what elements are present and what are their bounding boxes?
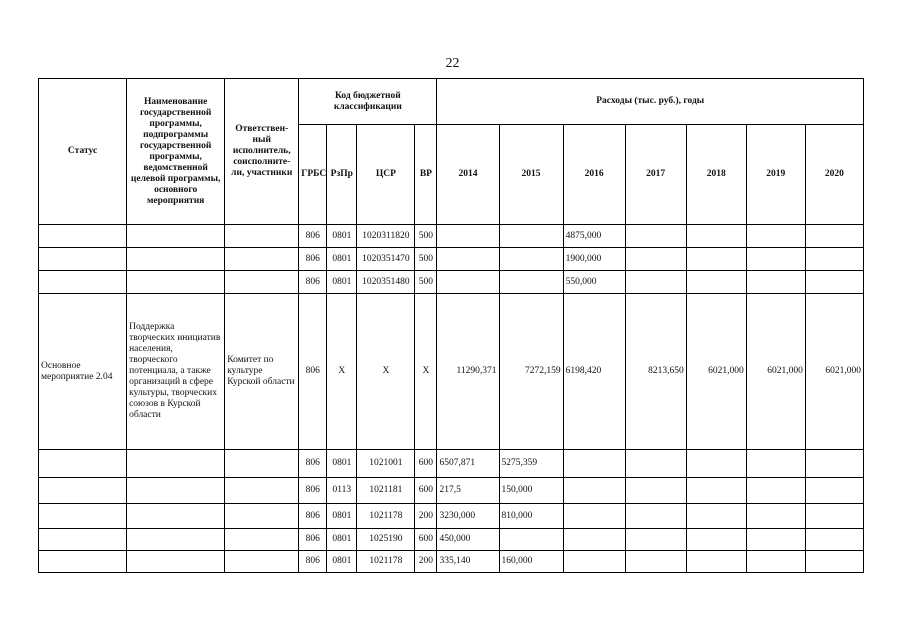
cell-csr: 1020351480 [357,271,415,294]
cell-vr: X [415,294,437,450]
cell-value: 11290,371 [437,294,499,450]
cell-value [563,529,625,551]
table-row [39,225,864,248]
header-year: 2019 [746,125,805,225]
cell-value [686,504,746,529]
cell-value [686,225,746,248]
header-csr: ЦСР [357,125,415,225]
cell-vr: 500 [415,248,437,271]
cell-value: 160,000 [499,551,563,573]
cell-rzpr: 0801 [327,248,357,271]
cell-value [625,478,686,504]
cell-value [625,529,686,551]
cell-value [805,271,863,294]
cell-value [746,551,805,573]
cell-vr: 600 [415,478,437,504]
header-vr: ВР [415,125,437,225]
cell-executor [225,225,299,248]
cell-csr: 1020351470 [357,248,415,271]
cell-value [625,504,686,529]
cell-value: 6021,000 [686,294,746,450]
cell-grbs: 806 [299,450,327,478]
cell-status [39,248,127,271]
cell-value [625,450,686,478]
cell-value [805,248,863,271]
cell-value [746,529,805,551]
header-year: 2020 [805,125,863,225]
cell-grbs: 806 [299,225,327,248]
cell-status [39,504,127,529]
cell-executor [225,529,299,551]
cell-vr: 200 [415,504,437,529]
cell-value [686,248,746,271]
cell-status [39,225,127,248]
table-row [39,504,864,529]
cell-value [499,248,563,271]
header-year: 2017 [625,125,686,225]
cell-value: 8213,650 [625,294,686,450]
header-rzpr: РзПр [327,125,357,225]
cell-value [625,248,686,271]
cell-name [127,551,225,573]
cell-grbs: 806 [299,551,327,573]
cell-status [39,551,127,573]
cell-value [437,271,499,294]
cell-name [127,225,225,248]
header-year: 2014 [437,125,499,225]
cell-value: 6507,871 [437,450,499,478]
cell-status [39,450,127,478]
table-row-main-activity [39,294,864,450]
cell-status: Основное мероприятие 2.04 [39,294,127,450]
cell-value: 6021,000 [805,294,863,450]
cell-rzpr: 0801 [327,551,357,573]
cell-csr: 1021181 [357,478,415,504]
cell-value [746,478,805,504]
header-executor: Ответствен-ный исполнитель, соисполните-ли, участники [225,79,299,225]
table-row [39,248,864,271]
cell-value [746,504,805,529]
cell-csr: 1021178 [357,551,415,573]
cell-executor [225,504,299,529]
cell-value [499,529,563,551]
cell-value [746,450,805,478]
header-year: 2018 [686,125,746,225]
header-budget-code: Код бюджетной классификации [299,79,437,125]
cell-value [805,450,863,478]
table-row [39,551,864,573]
cell-value [563,551,625,573]
cell-csr: 1021178 [357,504,415,529]
cell-status [39,271,127,294]
cell-value [805,504,863,529]
cell-executor [225,478,299,504]
cell-value [805,225,863,248]
cell-value [563,450,625,478]
cell-value [805,529,863,551]
cell-csr: X [357,294,415,450]
cell-value: 4875,000 [563,225,625,248]
cell-value [686,271,746,294]
cell-value [746,225,805,248]
cell-value [499,271,563,294]
cell-status [39,478,127,504]
cell-vr: 500 [415,271,437,294]
cell-value [563,478,625,504]
cell-vr: 200 [415,551,437,573]
cell-status [39,529,127,551]
header-year: 2015 [499,125,563,225]
cell-rzpr: X [327,294,357,450]
cell-value [686,478,746,504]
cell-vr: 600 [415,529,437,551]
cell-value [686,551,746,573]
cell-vr: 600 [415,450,437,478]
header-status: Статус [39,79,127,225]
cell-value: 335,140 [437,551,499,573]
cell-rzpr: 0801 [327,529,357,551]
cell-executor [225,551,299,573]
cell-rzpr: 0113 [327,478,357,504]
cell-rzpr: 0801 [327,271,357,294]
cell-value [805,551,863,573]
cell-grbs: 806 [299,529,327,551]
cell-csr: 1020311820 [357,225,415,248]
table-row [39,271,864,294]
cell-vr: 500 [415,225,437,248]
cell-value: 3230,000 [437,504,499,529]
header-year: 2016 [563,125,625,225]
cell-grbs: 806 [299,504,327,529]
page-number: 22 [445,56,460,71]
cell-value: 217,5 [437,478,499,504]
cell-executor [225,450,299,478]
cell-csr: 1025190 [357,529,415,551]
cell-value [686,450,746,478]
cell-value [746,248,805,271]
cell-value: 550,000 [563,271,625,294]
header-name: Наименование государственной программы, подпрограммы государственной программы, ведомственной целевой программы, основного мероприятия [127,79,225,225]
cell-value [563,504,625,529]
cell-name [127,248,225,271]
cell-value: 6021,000 [746,294,805,450]
cell-grbs: 806 [299,248,327,271]
cell-name [127,271,225,294]
header-row-1 [39,79,864,125]
table-row [39,529,864,551]
table-row [39,450,864,478]
cell-grbs: 806 [299,271,327,294]
cell-value: 450,000 [437,529,499,551]
cell-executor [225,271,299,294]
cell-name [127,478,225,504]
header-expenses: Расходы (тыс. руб.), годы [437,79,864,125]
cell-executor [225,248,299,271]
table-row [39,478,864,504]
cell-rzpr: 0801 [327,450,357,478]
cell-value: 810,000 [499,504,563,529]
cell-value: 1900,000 [563,248,625,271]
cell-name [127,529,225,551]
cell-name: Поддержка творческих инициатив населения, творческого потенциала, а также организаций в сфере культуры, творческих союзов в Курской области [127,294,225,450]
budget-table [38,78,864,573]
cell-value [686,529,746,551]
cell-value [625,225,686,248]
cell-value [437,225,499,248]
cell-value [625,551,686,573]
cell-value [437,248,499,271]
cell-value: 7272,159 [499,294,563,450]
cell-value [625,271,686,294]
cell-value [805,478,863,504]
cell-value: 5275,359 [499,450,563,478]
cell-value [746,271,805,294]
cell-grbs: 806 [299,478,327,504]
cell-rzpr: 0801 [327,225,357,248]
cell-name [127,504,225,529]
cell-executor: Комитет по культуре Курской области [225,294,299,450]
cell-rzpr: 0801 [327,504,357,529]
cell-value: 6198,420 [563,294,625,450]
header-grbs: ГРБС [299,125,327,225]
cell-name [127,450,225,478]
cell-value: 150,000 [499,478,563,504]
cell-value [499,225,563,248]
cell-grbs: 806 [299,294,327,450]
cell-csr: 1021001 [357,450,415,478]
